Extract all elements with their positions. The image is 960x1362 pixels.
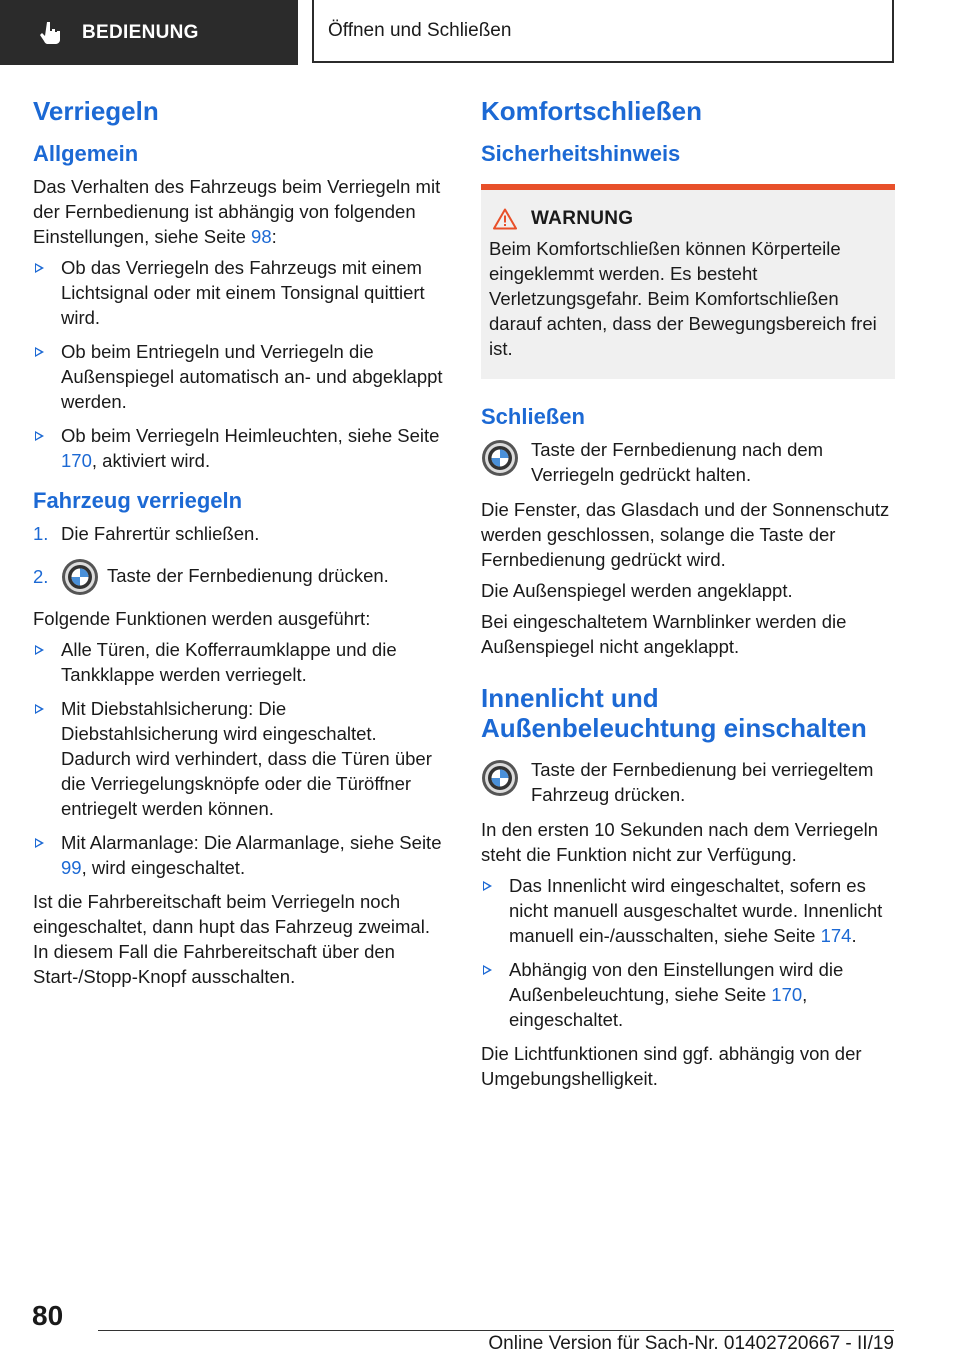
page-link[interactable]: 98 — [251, 226, 272, 247]
page-link[interactable]: 174 — [820, 925, 852, 946]
paragraph: Die Fenster, das Glasdach und der Sonnenschutz werden geschlossen, solange die Taste der Fernbedienung gedrückt wird. — [481, 499, 890, 570]
innenlicht-list — [481, 873, 895, 1032]
heading-fahrzeug-verriegeln: Fahrzeug verriegeln — [33, 488, 243, 513]
triangle-bullet-icon — [483, 965, 492, 975]
right-column — [481, 96, 895, 1097]
triangle-bullet-icon — [35, 347, 44, 357]
section-tab[interactable] — [0, 0, 298, 65]
footer-divider — [98, 1330, 894, 1331]
list-item: Das Innenlicht wird eingeschaltet, sofern es nicht manuell ausgeschaltet wurde. Innenlicht manuell ein-/ausschalten, siehe Seite 174. — [481, 873, 895, 948]
triangle-bullet-icon — [35, 838, 44, 848]
paragraph-lead: Folgende Funktionen werden ausgeführt: — [33, 608, 371, 630]
warning-title: WARNUNG — [531, 208, 634, 229]
key-instruction — [481, 437, 895, 487]
list-item: Alle Türen, die Kofferraumklappe und die Tankklappe werden verriegelt. — [33, 637, 445, 687]
left-column — [33, 96, 445, 995]
heading-sicherheitshinweis: Sicherheitshinweis — [481, 141, 681, 166]
paragraph: In den ersten 10 Sekunden nach dem Verriegeln steht die Funktion nicht zur Verfügung. — [481, 819, 879, 865]
steps-list — [33, 521, 445, 596]
list-item: Abhängig von den Einstellungen wird die Außenbeleuchtung, siehe Seite 170, eingeschaltet. — [481, 957, 895, 1032]
heading-verriegeln: Verriegeln — [33, 96, 159, 126]
key-instruction-text: Taste der Fernbedienung nach dem Verriegeln gedrückt halten. — [531, 439, 824, 485]
page-header — [0, 0, 960, 66]
triangle-bullet-icon — [35, 645, 44, 655]
key-instruction-text: Taste der Fernbedienung bei verriegeltem Fahrzeug drücken. — [531, 759, 874, 805]
list-item: Ob beim Verriegeln Heimleuchten, siehe Seite 170, aktiviert wird. — [33, 423, 445, 473]
paragraph-intro: Das Verhalten des Fahrzeugs beim Verriegeln mit der Fernbedienung ist abhängig von folgenden Einstellungen, siehe Seite 98: — [33, 176, 441, 247]
heading-schliessen: Schließen — [481, 404, 585, 429]
bmw-key-button-icon — [481, 439, 519, 477]
page-link[interactable]: 170 — [771, 984, 803, 1005]
paragraph: Die Außenspiegel werden angeklappt. — [481, 580, 793, 601]
paragraph: Die Lichtfunktionen sind ggf. abhängig von der Umgebungshelligkeit. — [481, 1043, 862, 1089]
list-item: Ob beim Entriegeln und Verriegeln die Außenspiegel automatisch an- und abgeklappt werden. — [33, 339, 445, 414]
allgemein-list — [33, 255, 445, 473]
page-number: 80 — [32, 1300, 64, 1331]
heading-allgemein: Allgemein — [33, 141, 139, 166]
heading-innenlicht: Innenlicht und Außenbeleuchtung einschalten — [481, 683, 867, 743]
verriegeln-list — [33, 637, 445, 880]
triangle-bullet-icon — [483, 881, 492, 891]
paragraph: Bei eingeschaltetem Warnblinker werden die Außenspiegel nicht angeklappt. — [481, 611, 847, 657]
list-item: Mit Alarmanlage: Die Alarmanlage, siehe Seite 99, wird eingeschaltet. — [33, 830, 445, 880]
triangle-bullet-icon — [35, 704, 44, 714]
triangle-bullet-icon — [35, 263, 44, 273]
key-instruction — [481, 757, 895, 807]
hand-pointer-icon — [38, 20, 64, 46]
heading-komfortschliessen: Komfortschließen — [481, 96, 703, 126]
chapter-label: Öffnen und Schließen — [328, 19, 512, 41]
step-item: 2. Taste der Fernbedienung drücken. — [33, 556, 445, 596]
section-label: BEDIENUNG — [82, 21, 199, 43]
paragraph-closing: Ist die Fahrbereitschaft beim Verriegeln noch eingeschaltet, dann hupt das Fahrzeug zweimal. In diesem Fall die Fahrbereitschaft über den Start-/Stopp-Knopf ausschalten. — [33, 891, 430, 988]
warning-box — [481, 184, 895, 379]
step-item: 1. Die Fahrertür schließen. — [33, 523, 260, 544]
page-link[interactable]: 99 — [61, 857, 82, 879]
warning-text: Beim Komfortschließen können Körperteile eingeklemmt werden. Es besteht Verletzungsgefahr. Beim Komfortschließen darauf achten, dass der Bewegungsbereich frei ist. — [489, 238, 877, 359]
bmw-key-button-icon — [61, 558, 99, 596]
page-link[interactable]: 170 — [61, 450, 92, 471]
list-item: Mit Diebstahlsicherung: Die Diebstahlsicherung wird eingeschaltet. Dadurch wird verhindert, dass die Türen über die Verriegelungsknöpfe oder die Türöffner entriegelt werden können. — [33, 696, 445, 821]
list-item: Ob das Verriegeln des Fahrzeugs mit einem Lichtsignal oder mit einem Tonsignal quittiert wird. — [33, 255, 445, 330]
warning-triangle-icon — [493, 208, 517, 230]
bmw-key-button-icon — [481, 759, 519, 797]
warning-header — [489, 208, 887, 230]
footer-text: Online Version für Sach-Nr. 01402720667 - II/19 — [488, 1333, 894, 1354]
chapter-tab[interactable] — [312, 0, 894, 63]
triangle-bullet-icon — [35, 431, 44, 441]
